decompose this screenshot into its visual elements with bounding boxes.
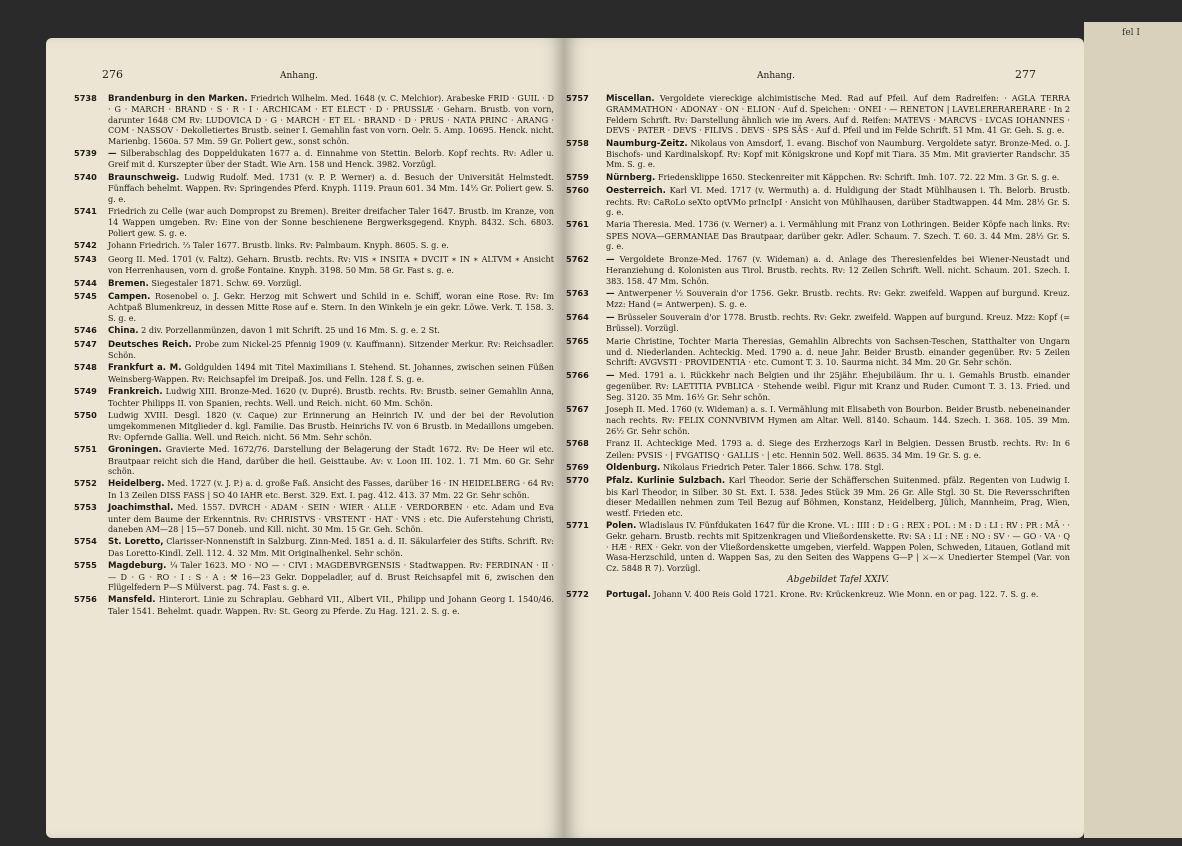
catalog-entry (566, 404, 1070, 436)
entry-body (108, 206, 554, 238)
entry-number: 5760 (566, 185, 589, 196)
entry-number: 5751 (74, 444, 97, 455)
entry-text: Friedrich zu Celle (war auch Dompropst zu Bremen). Breiter dreifacher Taler 1647. Brustb. im Kranze, von 14 Wappen umgeben. Rv: Eine von der Sonne beschienene Bergwerksgegend. Knyph. 8432. Sch. 6803. Poliert gew. S. g. e. (108, 206, 554, 238)
entry-number: 5767 (566, 403, 589, 414)
catalog-entry (74, 277, 554, 289)
catalog-entry (566, 185, 1070, 217)
entry-number: 5750 (74, 409, 97, 420)
entry-number: 5740 (74, 171, 97, 182)
entry-heading: Deutsches Reich. (108, 339, 192, 350)
entry-number: 5758 (566, 137, 589, 148)
entry-heading: Pfalz. Kurlinie Sulzbach. (606, 476, 726, 487)
entry-number: 5744 (74, 277, 97, 288)
catalog-entry (74, 502, 554, 535)
entry-heading: Joachimsthal. (108, 503, 174, 514)
entry-body (108, 291, 554, 323)
entry-heading: Braunschweig. (108, 172, 180, 183)
catalog-entry (566, 219, 1070, 251)
entry-body (606, 475, 1070, 518)
catalog-entry (566, 312, 1070, 334)
catalog-entry (566, 520, 1070, 573)
entry-heading: Heidelberg. (108, 479, 165, 490)
right-page-number: 277 (1015, 68, 1036, 81)
entry-body (108, 172, 554, 204)
entry-heading: Campen. (108, 291, 151, 302)
catalog-entry (566, 172, 1070, 183)
entry-heading: China. (108, 326, 139, 337)
entry-number: 5746 (74, 325, 97, 336)
entry-number: 5754 (74, 536, 97, 547)
entry-body (108, 93, 554, 146)
entry-number: 5757 (566, 93, 589, 103)
plate-tab-label: fel I (1122, 28, 1140, 38)
entry-body (108, 325, 554, 336)
entry-number: 5761 (566, 219, 589, 230)
entry-body (108, 362, 554, 384)
catalog-entry (74, 290, 554, 323)
entry-text: Friedrich Wilhelm. Med. 1648 (v. C. Melchior). Arabeske FRID · GUIL · D · G · MARCH · BRAND · S · R · I · ARCHICAM · ET ELECT · D · PRUSSIÆ · Geharn. Brustb. von vorn, darunter 1648 CM Rv: LUDOVICA D · G · MARCH · ET EL · BRAND · D · PRUS · NATA PRINC · ARANG · COM · NASSOV · Dekolletiertes Brustb. seiner I. Gemahlin fast von vorn. Oelr. 5. Amp. 10695. Henck. nicht. Marienbg. 1560a. 57 Mm. 59 Gr. Poliert gew., sonst schön. (108, 93, 554, 146)
entry-text: Marie Christine, Tochter Maria Theresias, Gemahlin Albrechts von Sachsen-Teschen, Statthalter von Ungarn und d. Niederlanden. Achteckig. Med. 1790 a. d. neue Jahr. Beider Brustb. einander gegenüber. Rv: 5 Zeilen Schrift: AVGVSTI · PROVIDENTIA · etc. Cumont T. 3. 10. Saurma nicht. 34 Mm. 20 Gr. Sehr schön. (606, 335, 1070, 368)
left-page (46, 38, 564, 838)
right-page (564, 38, 1084, 838)
entry-number: 5759 (566, 171, 589, 182)
entry-heading: — (606, 312, 615, 323)
entry-text: Vergoldete Bronze-Med. 1767 (v. Wideman) a. d. Anlage des Theresienfeldes bei Wiener-Neustadt und Heranziehung d. Kolonisten aus Tirol. Brustb. rechts. Rv: 12 Zeilen Schrift. Well. nicht. Schaum. 201. Szech. I. 383. 158. 47 Mm. Schön. (606, 253, 1070, 286)
entry-number: 5768 (566, 438, 589, 449)
catalog-entry (74, 240, 554, 251)
entry-text: Friedensklippe 1650. Steckenreiter mit Käppchen. Rv: Schrift. Imh. 107. 72. 22 Mm. 3 Gr. S. g. e. (657, 171, 1060, 182)
entry-body (606, 138, 1070, 170)
entry-body (606, 336, 1070, 368)
left-running-title: Anhang. (280, 71, 318, 81)
catalog-entry (566, 438, 1070, 460)
entry-text: Hinterort. Linie zu Schraplau. Gebhard VII., Albert VII., Philipp und Johann Georg I. 1540/46. Taler 1541. Behelmt. quadr. Wappen. Rv: St. Georg zu Pferde. Zu Hag. 121. 2. S. g. e. (108, 594, 554, 616)
entry-text: Gravierte Med. 1672/76. Darstellung der Belagerung der Stadt 1672. Rv: De Heer wil etc. Brautpaar reicht sich die Hand, darüber die heil. Geisttaube. Av: v. Loon III. 102. 1. 71 Mm. 60 Gr. Sehr schön. (108, 444, 554, 476)
entry-text: Goldgulden 1494 mit Titel Maximilians I. Stehend. St. Johannes, zwischen seinen Füßen Weinsberg-Wappen. Rv: Reichsapfel im Dreipaß. Jos. und Felln. 128 f. S. g. e. (108, 362, 555, 384)
entry-text: ¼ Taler 1623. MO · NO — · CIVI : MAGDEBVRGENSIS · Stadtwappen. Rv: FERDINAN · II · — D · G · RO · I : S · A : ⚒ 16—23 Gekr. Doppeladler, auf d. Brust Reichsapfel mit 6, zwischen den Flügelfedern P—S Mülverst. pag. 74. Fast s. g. e. (108, 560, 554, 593)
entry-heading: Nürnberg. (606, 172, 656, 183)
entry-text: Vergoldete viereckige alchimistische Med. Rad auf Pfeil. Auf dem Radreifen: · AGLA TERRA GRAMMATHON · ADONAY · ON · ELION · Auf d. Speichen: · ONEI · — RENETON | LAVELERERARERARE · In 2 Feldern Schrift. Rv: Darstellung ähnlich wie im Avers. Auf d. Reifen: MATEVS · MARCVS · LVCAS IOHANNES · DEVS · PATER · DEVS · FILIVS . DEVS · SPS SĀS · Auf d. Pfeil und im Felde Schrift. 51 Mm. 41 Gr. Geh. S. g. e. (606, 93, 1070, 136)
entry-text: Probe zum Nickel-25 Pfennig 1909 (v. Kauffmann). Sitzender Merkur. Rv: Reichsadler. Schön. (108, 338, 554, 360)
entry-number: 5739 (74, 148, 97, 159)
catalog-entry (566, 475, 1070, 518)
catalog-entry (74, 338, 554, 361)
catalog-entry (74, 409, 554, 442)
right-entries (566, 93, 1070, 600)
entry-heading: Portugal. (606, 590, 651, 601)
entry-heading: — (606, 254, 615, 265)
entry-body (606, 185, 1070, 217)
entry-body (606, 438, 1070, 460)
catalog-entry (74, 560, 554, 593)
catalog-entry (566, 93, 1070, 136)
entry-number: 5764 (566, 311, 589, 322)
entry-number: 5741 (74, 206, 97, 217)
entry-body (108, 240, 554, 251)
entry-text: Maria Theresia. Med. 1736 (v. Werner) a. i. Vermählung mit Franz von Lothringen. Beider Köpfe nach links. Rv: SPES NOVA—GERMANIAE Das Brautpaar, darüber gekr. Adler. Schaum. 7. Szech. T. 60. 3. 44 Mm. 28½ Gr. S. g. e. (606, 219, 1070, 252)
entry-text: Med. 1791 a. i. Rückkehr nach Belgien und ihr 25jähr. Ehejubiläum. Ihr u. i. Gemahls Brustb. einander gegenüber. Rv: LAETITIA PVBLICA · Stehende weibl. Figur mit Kranz und Ruder. Cumont T. 3. 13. Fried. und Seg. 3120. 35 Mm. 16½ Gr. Sehr schön. (606, 369, 1070, 402)
catalog-entry (74, 148, 554, 170)
entry-heading: Brandenburg in den Marken. (108, 94, 248, 104)
entry-heading: Polen. (606, 521, 637, 532)
left-page-number: 276 (102, 68, 123, 81)
entry-number: 5755 (74, 560, 97, 571)
entry-text: Ludwig XVIII. Desgl. 1820 (v. Caque) zur Erinnerung an Heinrich IV. und der bei der Revolution umgekommenen Mitglieder d. kgl. Familie. Das Brustb. Heinrichs IV. von 6 Brustb. in Medaillons umgeben. Rv: Opfernde Gallia. Well. und Reich. nicht. 56 Mm. Sehr schön. (108, 409, 554, 442)
entry-number: 5743 (74, 253, 97, 264)
entry-text: Siegestaler 1871. Schw. 69. Vorzügl. (151, 277, 302, 288)
entry-heading: Bremen. (108, 278, 149, 289)
entry-number: 5748 (74, 362, 97, 373)
entry-body (108, 386, 554, 408)
entry-body (606, 589, 1070, 600)
entry-body (606, 288, 1070, 310)
entry-body (108, 478, 554, 500)
entry-body (108, 502, 554, 534)
entry-body (606, 312, 1070, 334)
entry-heading: Frankfurt a. M. (108, 363, 182, 374)
catalog-entry (74, 594, 554, 616)
entry-body (606, 404, 1070, 436)
entry-heading: Frankreich. (108, 387, 163, 398)
entry-number: 5766 (566, 369, 589, 380)
entry-heading: — (606, 370, 615, 381)
left-running-head (102, 68, 554, 81)
catalog-entry (566, 336, 1070, 368)
right-running-head (566, 68, 1070, 81)
catalog-entry (74, 536, 554, 558)
entry-body (108, 444, 554, 476)
entry-text: Karl Theodor. Serie der Schäfferschen Suitenmed. pfälz. Regenten von Ludwig I. bis Karl Theodor, in Silber. 30 St. Ext. I. 538. Jedes Stück 39 Mm. 26 Gr. Alle Stgl. 30 St. Die Reversschriften dieser Medaillen nehmen zum Teil Bezug auf Böhmen, Konstanz, Heidelberg, Jülich, Mannheim, Prag, Wien, westf. Frieden etc. (606, 475, 1070, 518)
entry-number: 5747 (74, 338, 97, 349)
entry-text: 2 div. Porzellanmünzen, davon 1 mit Schrift. 25 und 16 Mm. S. g. e. 2 St. (141, 325, 441, 336)
entry-number: 5749 (74, 386, 97, 397)
entry-heading: Oldenburg. (606, 463, 661, 473)
entry-heading: St. Loretto, (108, 537, 164, 548)
catalog-entry (566, 589, 1070, 600)
entry-body (108, 254, 554, 276)
entry-number: 5753 (74, 502, 97, 513)
entry-body (606, 219, 1070, 251)
entry-heading: Naumburg-Zeitz. (606, 138, 688, 149)
catalog-entry (74, 386, 554, 408)
entry-text: Silberabschlag des Doppeldukaten 1677 a. d. Einnahme von Stettin. Belorb. Kopf rechts. Rv: Adler u. Greif mit d. Kurszepter über der Stadt. Wie Arn. 158 und Henck. 3982. Vorzügl. (108, 148, 554, 170)
entry-text: Georg II. Med. 1701 (v. Faltz). Geharn. Brustb. rechts. Rv: VIS ∗ INSITA ∗ DVCIT ∗ IN ∗ ALTVM ∗ Ansicht von Herrenhausen, vorn d. große Fontaine. Knyph. 3198. 50 Mm. 58 Gr. Fast s. g. e. (108, 253, 554, 276)
entry-body (606, 172, 1070, 183)
entry-text: Karl VI. Med. 1717 (v. Wermuth) a. d. Huldigung der Stadt Mühlhausen i. Th. Belorb. Brustb. rechts. Rv: CaRoLo seXto optVMo prIncIpI · Ansicht von Mühlhausen, darüber Stadtwappen. 44 Mm. 28½ Gr. S. g. e. (606, 185, 1070, 218)
entry-body (108, 560, 554, 592)
entry-number: 5752 (74, 478, 97, 489)
entry-body (606, 462, 1070, 473)
catalog-entry (74, 478, 554, 500)
entry-body (108, 410, 554, 442)
catalog-entry (566, 254, 1070, 286)
entry-text: Ludwig XIII. Bronze-Med. 1620 (v. Dupré). Brustb. rechts. Rv: Brustb. seiner Gemahlin Anna, Tochter Philipps II. von Spanien, rechts. Well. und Reich. nicht. 60 Mm. Schön. (108, 386, 554, 408)
catalog-entry (566, 288, 1070, 310)
entry-number: 5771 (566, 520, 589, 531)
entry-body (108, 339, 554, 361)
catalog-entry (566, 138, 1070, 170)
entry-text: Franz II. Achteckige Med. 1793 a. d. Siege des Erzherzogs Karl in Belgien. Dessen Brustb. rechts. Rv: In 6 Zeilen: PVSIS · | FVGATISQ · GALLIS · | etc. Hennin 502. Well. 8635. 34 Mm. 19 Gr. S. g. e. (606, 438, 1070, 460)
entry-text: Med. 1727 (v. J. P.) a. d. große Faß. Ansicht des Fasses, darüber 16 · IN HEIDELBERG · 64 Rv: In 13 Zeilen DISS FASS | SO 40 IAHR etc. Berst. 329. Ext. I. pag. 412. 413. 37 Mm. 22 Gr. Sehr schön. (108, 478, 554, 500)
entry-text: Nikolaus Friedrich Peter. Taler 1866. Schw. 178. Stgl. (662, 462, 884, 472)
entry-body (606, 370, 1070, 402)
entry-number: 5769 (566, 462, 589, 472)
entry-number: 5742 (74, 240, 97, 251)
entry-heading: — (606, 288, 615, 299)
entry-text: Wladislaus IV. Fünfdukaten 1647 für die Krone. VL : IIII : D : G : REX : POL : M : D : LI : RV : PR : MĀ · · Gekr. geharn. Brustb. rechts mit Spitzenkragen und Vließordenskette. Rv: SA : LI : NE : NO : SV · — GO · VA · Q · HÆ · REX · Gekr. von der Vließordenskette umgeben, vierfeld. Wappen Polen, Schweden, Litauen, Gotland mit Wasa-Herzschild, unten d. Wappen Sas, zu den Seiten des Wappens G—P | ⚔—⚔ Unedierter Stempel (Var. von Cz. 5848 R 7). Vorzügl. (606, 520, 1070, 573)
entry-heading: Magdeburg. (108, 561, 167, 572)
plate-tab (1084, 22, 1182, 838)
entry-number: 5745 (74, 290, 97, 301)
entry-body (108, 148, 554, 170)
catalog-entry (74, 206, 554, 238)
entry-number: 5765 (566, 335, 589, 346)
entry-number: 5772 (566, 589, 589, 600)
entry-text: Med. 1557. DVRCH · ADAM · SEIN · WIER · ALLE · VERDORBEN · etc. Adam und Eva unter dem Baume der Erkenntnis. Rv: CHRISTVS · VRSTENT · HAT · VNS : etc. Die Auferstehung Christi, daneben AM—28 | 15—57 Doneb. und Kill. nicht. 30 Mm. 15 Gr. Geh. Schön. (108, 502, 554, 535)
entry-body (108, 594, 554, 616)
entry-body (108, 278, 554, 289)
catalog-entry (566, 370, 1070, 402)
entry-text: Johann V. 400 Reis Gold 1721. Krone. Rv: Krückenkreuz. Wie Monn. en or pag. 122. 7. S. g. e. (653, 589, 1039, 600)
entry-body (606, 254, 1070, 286)
catalog-entry (74, 93, 554, 146)
catalog-entry (74, 253, 554, 276)
entry-heading: Oesterreich. (606, 186, 666, 197)
entry-text: Antwerpener ½ Souverain d'or 1756. Gekr. Brustb. rechts. Rv: Gekr. zweifeld. Wappen auf burgund. Kreuz. Mzz: Hand (= Antwerpen). S. g. e. (606, 287, 1071, 310)
entry-text: Joseph II. Med. 1760 (v. Wideman) a. s. I. Vermählung mit Elisabeth von Bourbon. Beider Brustb. nebeneinander nach rechts. Rv: FELIX CONNVBIVM Hymen am Altar. Well. 8140. Schaum. 144. Szech. I. 368. 105. 39 Mm. 26½ Gr. Sehr schön. (606, 403, 1070, 436)
entry-heading: — (108, 149, 117, 160)
catalog-entry (74, 362, 555, 384)
entry-heading: Miscellan. (606, 94, 655, 104)
right-running-title: Anhang. (757, 71, 795, 81)
entry-number: 5770 (566, 475, 589, 486)
entry-body (108, 536, 554, 558)
catalog-entry (74, 444, 554, 476)
catalog-entry (74, 171, 554, 204)
entry-body (606, 93, 1070, 136)
catalog-entry (74, 325, 554, 337)
entry-text: Rosenobel o. J. Gekr. Herzog mit Schwert und Schild in e. Schiff, woran eine Rose. Rv: Im Achtpaß Blumenkreuz, in dessen Mitte Rose auf e. Stern. In den Winkeln je ein gekr. Löwe. Verk. T. 158. 3. S. g. e. (108, 290, 554, 323)
entry-text: Nikolaus von Amsdorf, 1. evang. Bischof von Naumburg. Vergoldete satyr. Bronze-Med. o. J. Bischofs- und Kardinalskopf. Rv: Kopf mit Königskrone und Kopf mit Tiara. 35 Mm. Mit gravierter Randschr. 35 Mm. S. g. e. (606, 137, 1070, 170)
entry-heading: Mansfeld. (108, 595, 156, 606)
entry-text: Brüsseler Souverain d'or 1778. Brustb. rechts. Rv: Gekr. zweifeld. Wappen auf burgund. Kreuz. Mzz: Kopf (= Brüssel). Vorzügl. (606, 311, 1071, 334)
entry-text: Johann Friedrich. ⅔ Taler 1677. Brustb. links. Rv: Palmbaum. Knyph. 8605. S. g. e. (108, 240, 449, 251)
entry-heading: Groningen. (108, 445, 162, 456)
entry-number: 5762 (566, 253, 589, 264)
entry-text: Ludwig Rudolf. Med. 1731 (v. P. P. Werner) a. d. Besuch der Universität Helmstedt. Fünffach behelmt. Wappen. Rv: Springendes Pferd. Knyph. 1119. Praun 601. 34 Mm. 14½ Gr. Poliert gew. S. g. e. (108, 171, 554, 204)
entry-number: 5763 (566, 287, 589, 298)
plate-reference: Abgebildet Tafel XXIV. (787, 575, 889, 586)
entry-number: 5756 (74, 594, 97, 605)
left-entries (74, 93, 555, 616)
entry-text: Clarisser-Nonnenstift in Salzburg. Zinn-Med. 1851 a. d. II. Säkularfeier des Stifts. Schrift. Rv: Das Loretto-Kindl. Zell. 112. 4. 32 Mm. Mit Originalhenkel. Sehr schön. (108, 536, 554, 558)
catalog-entry (566, 462, 1070, 473)
entry-body (606, 520, 1070, 573)
entry-number: 5738 (74, 93, 97, 103)
